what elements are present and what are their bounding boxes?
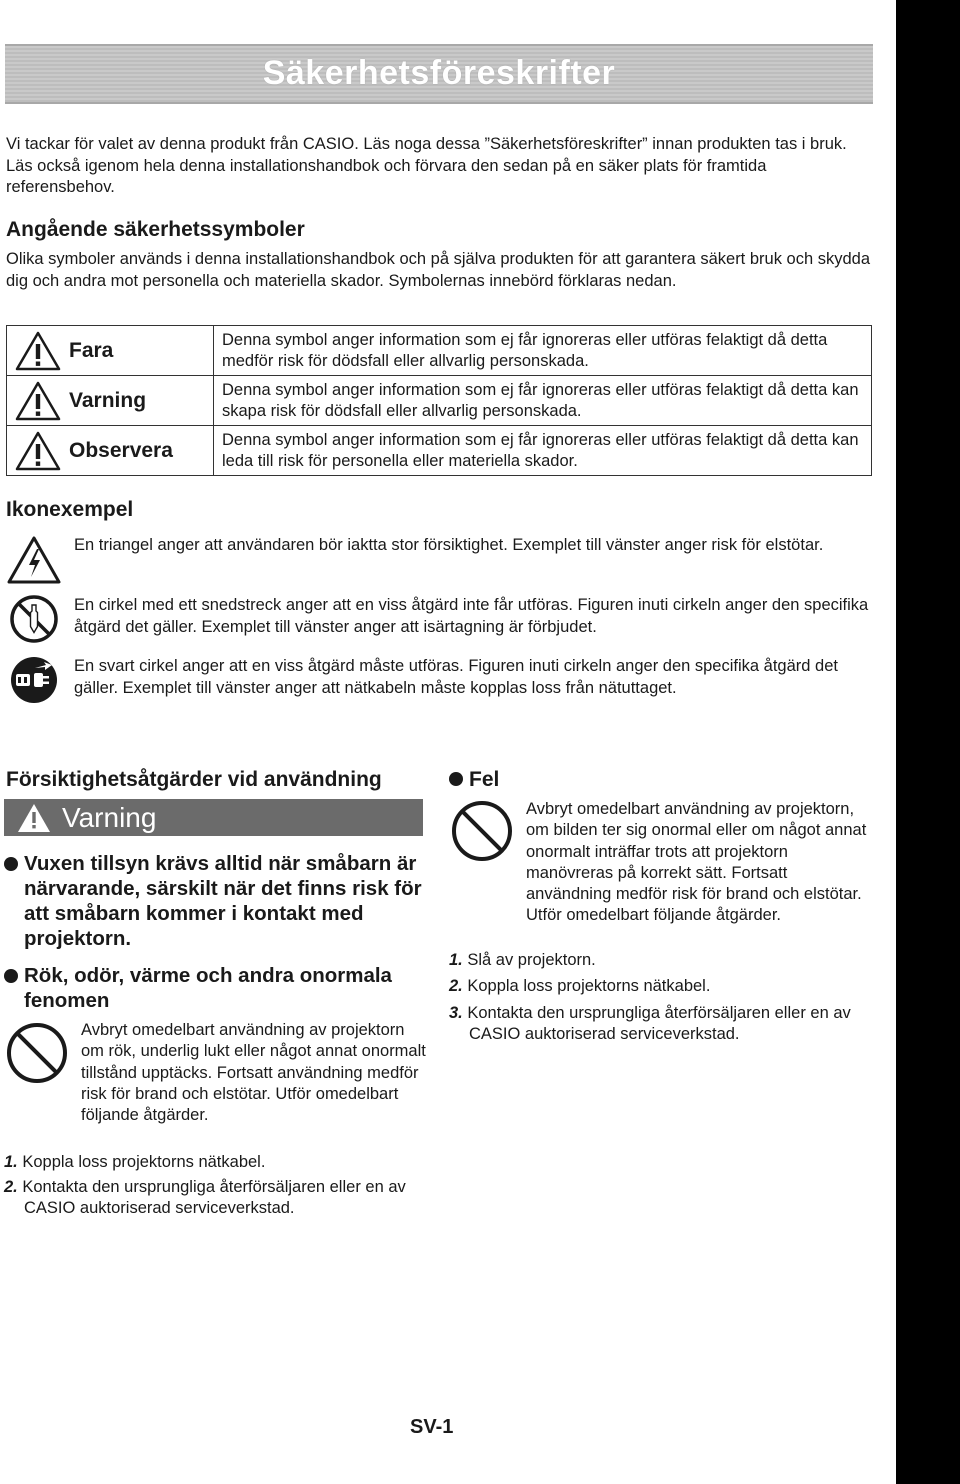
symbol-description: Denna symbol anger information som ej får ignoreras eller utföras felaktigt då detta kan leda till risk för personella eller materiella skador.: [214, 426, 872, 476]
warning-triangle-icon: [15, 381, 61, 421]
smoke-body-text: Avbryt omedelbart användning av projektorn om rök, underlig lukt eller något annat onormalt tillstånd upptäcks. Fortsatt användning medför risk för brand och elstötar. Utför omedelbart följande åtgärder.: [81, 1021, 426, 1125]
step-number: 2.: [449, 977, 463, 995]
right-step: [449, 950, 874, 971]
precautions-heading: Försiktighetsåtgärder vid användning: [6, 768, 382, 791]
warning-triangle-icon: [15, 431, 61, 471]
unplug-black-circle-icon: [8, 654, 64, 706]
step-text: Slå av projektorn.: [467, 951, 596, 969]
intro-paragraph: Vi tackar för valet av denna produkt från CASIO. Läs noga dessa ”Säkerhetsföreskrifter” innan produkten tas i bruk. Läs också igenom hela denna installationshandbok och förvara den sedan på en säker plats för framtida referensbehov.: [6, 135, 847, 196]
symbol-description: Denna symbol anger information som ej får ignoreras eller utföras felaktigt då detta medför risk för dödsfall eller allvarlig personskada.: [214, 326, 872, 376]
step-text: Koppla loss projektorns nätkabel.: [467, 977, 711, 995]
example-text: En triangel anger att användaren bör iaktta stor försiktighet. Exemplet till vänster anger risk för elstötar.: [74, 536, 824, 554]
step-text: Kontakta den ursprungliga återförsäljaren eller en av CASIO auktoriserad serviceverkstad.: [467, 1004, 851, 1044]
page-edge-strip: [896, 0, 960, 1484]
symbol-description: Denna symbol anger information som ej får ignoreras eller utföras felaktigt då detta kan skapa risk för dödsfall eller allvarlig personskada.: [214, 376, 872, 426]
examples-heading: Ikonexempel: [6, 498, 134, 521]
symbol-row-observera: [7, 426, 872, 476]
title-band: [5, 44, 873, 104]
step-number: 1.: [4, 1153, 18, 1171]
bullet-dot: [4, 857, 18, 871]
bullet-dot: [4, 969, 18, 983]
electric-hazard-triangle-icon: [6, 535, 62, 585]
step-number: 3.: [449, 1004, 463, 1022]
smoke-heading: Rök, odör, värme och andra onormala fenomen: [24, 964, 392, 1012]
right-step: [449, 976, 874, 997]
example-row: [6, 535, 872, 585]
left-step: [4, 1177, 424, 1220]
example-row: [6, 595, 872, 645]
symbols-intro-paragraph: Olika symboler används i denna installationshandbok och på själva produkten för att garantera säkert bruk och skydda dig och andra mot personella och materiella skador. Symbolernas innebörd förklaras nedan.: [6, 250, 871, 290]
symbol-label: Observera: [69, 438, 173, 462]
no-disassembly-circle-icon: [8, 593, 64, 645]
prohibition-circle-icon: [449, 798, 515, 864]
malfunction-body-text: Avbryt omedelbart användning av projektorn, om bilden ter sig onormal eller om något annat onormalt inträffar trots att projektorn manövreras på korrekt sätt. Fortsatt användning medför risk för brand och elstötar. Utför omedelbart följande åtgärder.: [526, 800, 867, 925]
warning-bar: [4, 799, 423, 836]
example-text: En cirkel med ett snedstreck anger att en viss åtgärd inte får utföras. Figuren inuti cirkeln anger den specifika åtgärd det gäller. Exemplet till vänster anger att isärtagning är förbjudet.: [74, 596, 869, 636]
page-number: SV-1: [410, 1416, 454, 1438]
symbols-heading: Angående säkerhetssymboler: [6, 218, 305, 241]
left-step: [4, 1152, 424, 1173]
example-row: [6, 656, 872, 706]
warning-triangle-icon: [16, 802, 52, 834]
step-text: Koppla loss projektorns nätkabel.: [22, 1153, 266, 1171]
symbol-row-varning: [7, 376, 872, 426]
page-title: Säkerhetsföreskrifter: [262, 54, 616, 92]
warning-triangle-icon: [15, 331, 61, 371]
bullet-dot: [449, 772, 463, 786]
right-step: [449, 1003, 874, 1046]
step-text: Kontakta den ursprungliga återförsäljaren eller en av CASIO auktoriserad serviceverkstad.: [22, 1178, 406, 1218]
malfunction-heading: Fel: [469, 768, 500, 791]
step-number: 1.: [449, 951, 463, 969]
prohibition-circle-icon: [4, 1020, 70, 1086]
symbol-row-fara: [7, 326, 872, 376]
supervision-heading: Vuxen tillsyn krävs alltid när småbarn är närvarande, särskilt när det finns risk för att småbarn kommer i kontakt med projektorn.: [24, 852, 422, 950]
symbol-table: [6, 325, 872, 476]
step-number: 2.: [4, 1178, 18, 1196]
symbol-label: Varning: [69, 388, 147, 412]
symbol-label: Fara: [69, 338, 114, 362]
warning-bar-label: Varning: [62, 801, 157, 833]
example-text: En svart cirkel anger att en viss åtgärd måste utföras. Figuren inuti cirkeln anger den specifika åtgärd det gäller. Exemplet till vänster anger att nätkabeln måste kopplas loss från nätuttaget.: [74, 657, 838, 697]
